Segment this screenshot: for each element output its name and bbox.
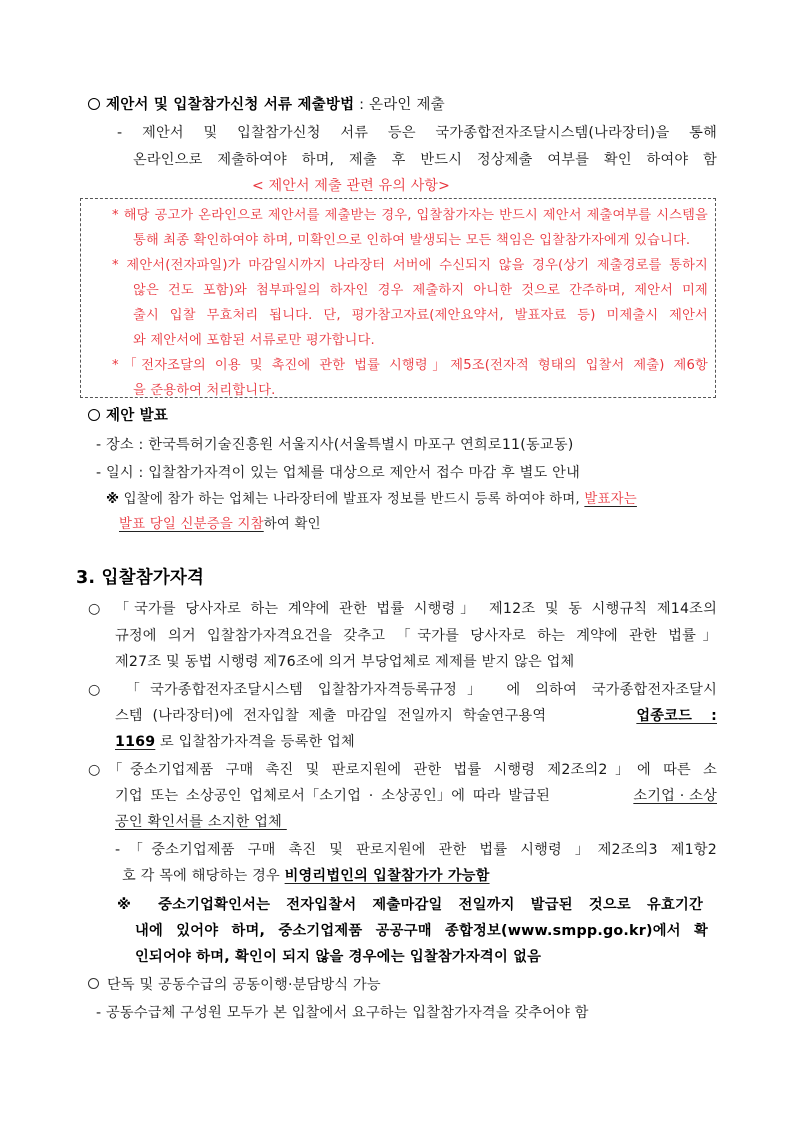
item2-line-2 — [115, 706, 717, 726]
item4-line-1-text: 단독 및 공동수급의 공동이행·분담방식 가능 — [107, 977, 381, 993]
item4-line-2: - 공동수급체 구성원 모두가 본 입찰에서 요구하는 입찰참가자격을 갖추어야 함 — [96, 1005, 589, 1021]
warning-line-3: 인되어야 하며, 확인이 되지 않을 경우에는 입찰참가자격이 없음 — [135, 949, 542, 965]
item3-line-2-text: 기업 또는 소상공인 업체로서「소기업 · 소상공인」에 따라 발급된 — [115, 788, 551, 804]
notice-item-2-line-2: 않은 건도 포함)와 첨부파일의 하자인 경우 제출하지 아니한 것으로 간주하며, 제안서 미제 — [133, 283, 708, 298]
item3-line-1: ○「중소기업제품 구매 촉진 및 판로지원에 관한 법률 시행령 제2조의2」에 따른 소 — [88, 762, 717, 778]
notice-item-3-line-1: *「전자조달의 이용 및 촉진에 관한 법률 시행령」제5조(전자적 형태의 입찰서 제출) 제6항 — [112, 358, 708, 373]
submission-heading-bold: 제안서 및 입찰참가신청 서류 제출방법 — [106, 97, 355, 113]
presentation-note-red-2: 발표 당일 신분증을 지참 — [119, 517, 264, 532]
circle-bullet-icon — [88, 98, 100, 110]
item1-line-1: ○ 「국가를 당사자로 하는 계약에 관한 법률 시행령」 제12조 및 동 시행규칙 제14조의 — [88, 601, 717, 617]
presentation-note-line-2 — [119, 515, 321, 535]
item2-line-3 — [115, 732, 355, 752]
item1-line-3: 제27조 및 동법 시행령 제76조에 의거 부당업체로 제제를 받지 않은 업체 — [115, 654, 575, 670]
item3-sub-line-2-text: 호 각 목에 해당하는 경우 — [122, 868, 285, 884]
item3-line-3-underlined: 공인 확인서를 소지한 업체 — [115, 814, 287, 830]
industry-code-value: 1169 — [115, 734, 156, 750]
warning-line-2: 내에 있어야 하며, 중소기업제품 공공구매 종합정보(www.smpp.go.kr)에서 확 — [135, 923, 708, 939]
item3-sub-line-2 — [122, 866, 490, 886]
notice-item-3-line-2: 을 준용하여 처리합니다. — [133, 383, 276, 398]
presentation-heading — [88, 406, 168, 426]
reference-mark-icon: ※ — [106, 492, 120, 507]
item2-line-1: ○ 「국가종합전자조달시스템 입찰참가자격등록규정」 에 의하여 국가종합전자조달시 — [88, 682, 717, 698]
circle-bullet-icon — [88, 409, 100, 421]
item3-line-3 — [115, 812, 287, 832]
item2-line-2-text: 스템 (나라장터)에 전자입찰 제출 마감일 전일까지 학술연구용역 — [115, 708, 547, 724]
section-3-heading: 3. 입찰참가자격 — [76, 568, 205, 588]
notice-item-1-line-2: 통해 최종 확인하여야 하며, 미확인으로 인하여 발생되는 모든 책임은 입찰참가자에게 있습니다. — [133, 233, 691, 248]
presentation-note-tail: 하여 확인 — [263, 517, 321, 532]
item4-line-1 — [88, 975, 381, 995]
notice-item-2-line-3: 출시 입찰 무효처리 됩니다. 단, 평가참고자료(제안요약서, 발표자료 등) 미제출시 제안서 — [133, 308, 708, 323]
presentation-heading-text: 제안 발표 — [106, 408, 169, 424]
submission-line-1: - 제안서 및 입찰참가신청 서류 등은 국가종합전자조달시스템(나라장터)을 통해 — [117, 125, 717, 141]
item1-line-2: 규정에 의거 입찰참가자격요건을 갖추고 「국가를 당사자로 하는 계약에 관한 법률」 — [115, 628, 717, 644]
circle-bullet-icon — [88, 978, 99, 989]
notice-item-2-line-1: * 제안서(전자파일)가 마감일시까지 나라장터 서버에 수신되지 않을 경우(상기 제출경로를 통하지 — [112, 258, 708, 273]
presentation-place: - 장소 : 한국특허기술진흥원 서울지사(서울특별시 마포구 연희로11(동교동) — [96, 437, 574, 453]
item3-sub-line-1: -「중소기업제품 구매 촉진 및 판로지원에 관한 법률 시행령 」제2조의3 제1항2 — [115, 842, 717, 858]
submission-heading — [88, 95, 445, 115]
nonprofit-eligible-text: 비영리법인의 입찰참가가 가능함 — [284, 868, 490, 884]
presentation-schedule: - 일시 : 입찰참가자격이 있는 업체를 대상으로 제안서 접수 마감 후 별도 안내 — [96, 465, 580, 481]
submission-line-2: 온라인으로 제출하여야 하며, 제출 후 반드시 정상제출 여부를 확인 하여야 함 — [133, 152, 717, 168]
item3-line-2 — [115, 786, 717, 806]
industry-code-label: 업종코드 : — [636, 708, 717, 724]
submission-heading-rest: : 온라인 제출 — [354, 97, 445, 113]
presentation-note-red-1: 발표자는 — [584, 492, 637, 507]
notice-item-1-line-1: * 해당 공고가 온라인으로 제안서를 제출받는 경우, 입찰참가자는 반드시 제안서 제출여부를 시스템을 — [112, 208, 708, 223]
warning-line-1: ※ 중소기업확인서는 전자입찰서 제출마감일 전일까지 발급된 것으로 유효기간 — [117, 897, 703, 913]
presentation-note — [106, 490, 637, 510]
notice-item-2-line-4: 와 제안서에 포함된 서류로만 평가합니다. — [133, 333, 375, 348]
presentation-note-text: 입찰에 참가 하는 업체는 나라장터에 발표자 정보를 반드시 등록 하여야 하며, — [119, 492, 585, 507]
item2-line-3-text: 로 입찰참가자격을 등록한 업체 — [155, 734, 355, 750]
item3-line-2-underlined: 소기업 · 소상 — [633, 788, 717, 804]
notice-title: < 제안서 제출 관련 유의 사항> — [252, 178, 451, 194]
